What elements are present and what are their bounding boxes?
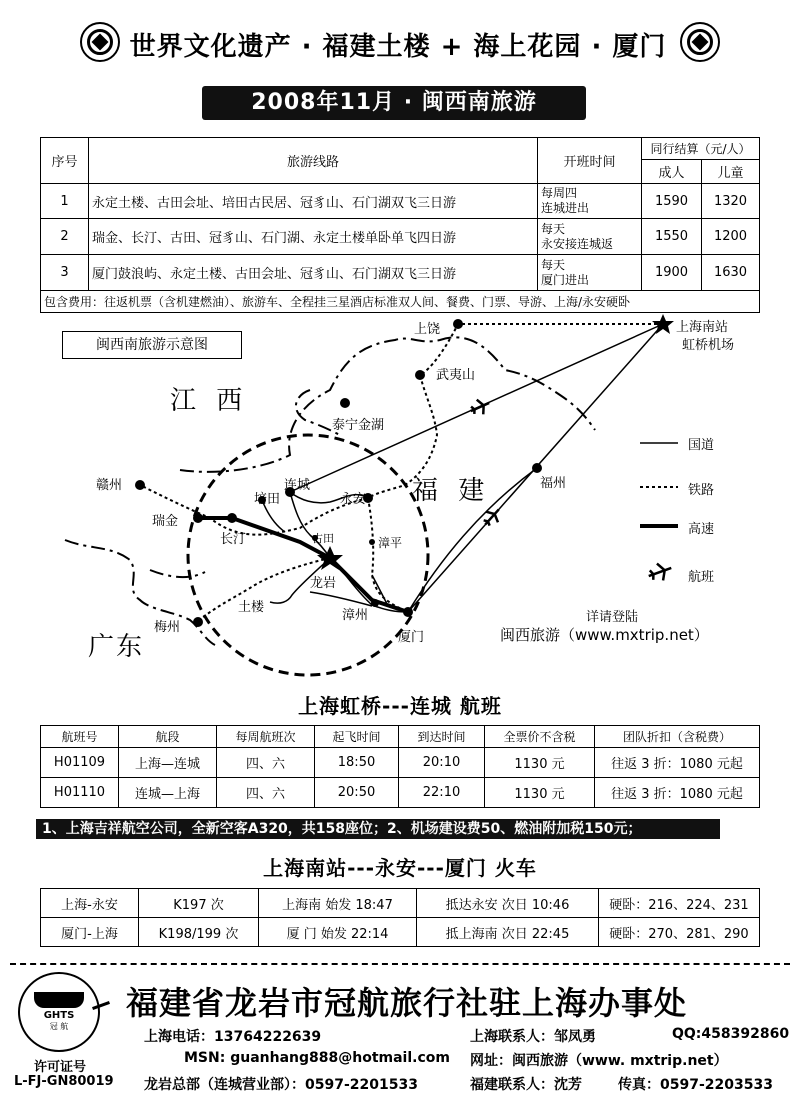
header-schedule: 开班时间: [538, 138, 642, 184]
label-yongan: 永安: [340, 492, 367, 507]
more-info-label: 详请登陆: [586, 610, 639, 625]
label-zhangping: 漳平: [378, 536, 403, 550]
table-row: H01109 上海—连城 四、六 18:50 20:10 1130 元 往返 3 折：1080 元起: [41, 748, 760, 778]
company-name: 福建省龙岩市冠航旅行社驻上海办事处: [126, 984, 688, 1022]
label-peitian: 培田: [254, 492, 281, 507]
city-dot-taining: [340, 398, 350, 408]
company-logo: GHTS 冠 航: [18, 972, 100, 1052]
header-price: 同行结算（元/人）: [642, 138, 760, 160]
legend-label-national-road: 国道: [688, 438, 715, 453]
heritage-icon: [87, 29, 113, 55]
label-ganzhou: 赣州: [96, 478, 123, 493]
route-text: 永定土楼、古田会址、培田古民居、冠豸山、石门湖双飞三日游: [89, 184, 538, 219]
ship-icon: [34, 992, 84, 1008]
label-meizhou: 梅州: [154, 620, 181, 635]
header-route: 旅游线路: [89, 138, 538, 184]
includes-note: 包含费用：往返机票（含机建燃油）、旅游车、全程挂三星酒店标准双人间、餐费、门票、导游、上海/永安硬卧: [41, 291, 760, 313]
fax-number: 传真：0597-2203533: [618, 1077, 773, 1093]
table-row: 3 厦门鼓浪屿、永定土楼、古田会址、冠豸山、石门湖双飞三日游 每天 厦门进出 1900 1630: [41, 255, 760, 291]
city-dot-xiamen: [403, 607, 413, 617]
city-dot-ruijin: [193, 513, 203, 523]
route-text: 厦门鼓浪屿、永定土楼、古田会址、冠豸山、石门湖双飞三日游: [89, 255, 538, 291]
legend-label-railway: 铁路: [688, 483, 715, 498]
header-adult: 成人: [642, 160, 702, 184]
legend-plane-icon: [646, 559, 675, 584]
trains-title: 上海南站---永安---厦门 火车: [263, 856, 537, 880]
label-wuyishan: 武夷山: [436, 368, 476, 383]
fujian-contact: 福建联系人：沈芳: [470, 1077, 582, 1093]
label-shangrao: 上饶: [414, 322, 441, 337]
label-ruijin: 瑞金: [152, 514, 179, 529]
region-jiangxi: 江 西: [170, 386, 249, 416]
world-heritage-logo-right: [680, 22, 720, 62]
label-shanghai-station: 上海南站: [676, 320, 729, 335]
city-dot-ganzhou: [135, 480, 145, 490]
flights-note: 1、上海吉祥航空公司，全新空客A320，共158座位；2、机场建设费50、燃油附加税150元；: [36, 819, 720, 839]
table-row: 厦门-上海 K198/199 次 厦 门 始发 22:14 抵上海南 次日 22:45 硬卧：270、281、290: [41, 918, 760, 947]
map-title: 闽西南旅游示意图: [62, 331, 242, 359]
legend-label-highway: 高速: [688, 522, 715, 537]
flights-title: 上海虹桥---连城 航班: [298, 694, 502, 718]
header-no: 序号: [41, 138, 89, 184]
label-changting: 长汀: [220, 532, 247, 547]
header-child: 儿童: [702, 160, 760, 184]
plane-icon: [468, 396, 493, 419]
city-dot-changting: [227, 513, 237, 523]
label-gutian: 古田: [312, 532, 334, 545]
label-zhangzhou: 漳州: [342, 608, 369, 623]
region-guangdong: 广东: [88, 632, 145, 662]
hq-phone: 龙岩总部（连城营业部）：0597-2201533: [144, 1077, 418, 1093]
trains-table: [40, 888, 760, 947]
website-link[interactable]: 网址：闽西旅游（www. mxtrip.net）: [470, 1053, 728, 1069]
railway-line: [368, 324, 663, 612]
label-longyan: 龙岩: [310, 576, 337, 591]
table-row: 1 永定土楼、古田会址、培田古民居、冠豸山、石门湖双飞三日游 每周四 连城进出 1590 1320: [41, 184, 760, 219]
qq-number: QQ:458392860: [672, 1026, 790, 1042]
province-border: [150, 570, 205, 577]
shanghai-phone: 上海电话：13764222639: [144, 1029, 322, 1045]
license-label: 许可证号: [34, 1060, 87, 1075]
city-dot-shangrao: [453, 319, 463, 329]
city-dot-meizhou: [193, 617, 203, 627]
label-xiamen: 厦门: [398, 630, 425, 645]
label-fuzhou: 福州: [540, 476, 567, 491]
label-taining: 泰宁金湖: [332, 418, 385, 433]
footer-rule: [10, 963, 790, 965]
heritage-icon: [687, 29, 713, 55]
shanghai-contact: 上海联系人：邹凤勇: [470, 1029, 596, 1045]
world-heritage-logo-left: [80, 22, 120, 62]
msn-address: MSN: guanhang888@hotmail.com: [184, 1050, 450, 1066]
flights-table: 航班号 航段 每周航班次 起飞时间 到达时间 全票价不含税 团队折扣（含税费） H01109 上海—连城 四、六 18:50 20:10 1130 元 往返 3 折：1080 元起 H01110 连城—上海 四、六 20:50 22:10 1130 元 往返 3 折：1080 元起: [40, 725, 760, 808]
city-dot-zhangping: [369, 539, 375, 545]
date-banner: 2008年11月 · 闽西南旅游: [202, 86, 586, 120]
map-website[interactable]: 闽西旅游（www.mxtrip.net）: [500, 626, 709, 644]
legend-label-flight: 航班: [688, 570, 715, 585]
label-hongqiao: 虹桥机场: [682, 338, 735, 353]
city-dot-zhangzhou: [371, 599, 379, 607]
page-title: 世界文化遗产 · 福建土楼 + 海上花园 · 厦门: [129, 32, 667, 62]
table-row: H01110 连城—上海 四、六 20:50 22:10 1130 元 往返 3 折：1080 元起: [41, 778, 760, 808]
tours-table: [40, 137, 760, 313]
table-row: 上海-永安 K197 次 上海南 始发 18:47 抵达永安 次日 10:46 硬卧：216、224、231: [41, 889, 760, 918]
region-fujian: 福 建: [412, 476, 491, 506]
region-circle: [188, 435, 428, 675]
table-row: 2 瑞金、长汀、古田、冠豸山、石门湖、永定土楼单卧单飞四日游 每天 永安接连城返 1550 1200: [41, 219, 760, 255]
route-text: 瑞金、长汀、古田、冠豸山、石门湖、永定土楼单卧单飞四日游: [89, 219, 538, 255]
license-number: L-FJ-GN80019: [14, 1074, 114, 1089]
label-liancheng: 连城: [284, 478, 311, 493]
label-tulou: 土楼: [238, 600, 265, 615]
city-dot-wuyishan: [415, 370, 425, 380]
